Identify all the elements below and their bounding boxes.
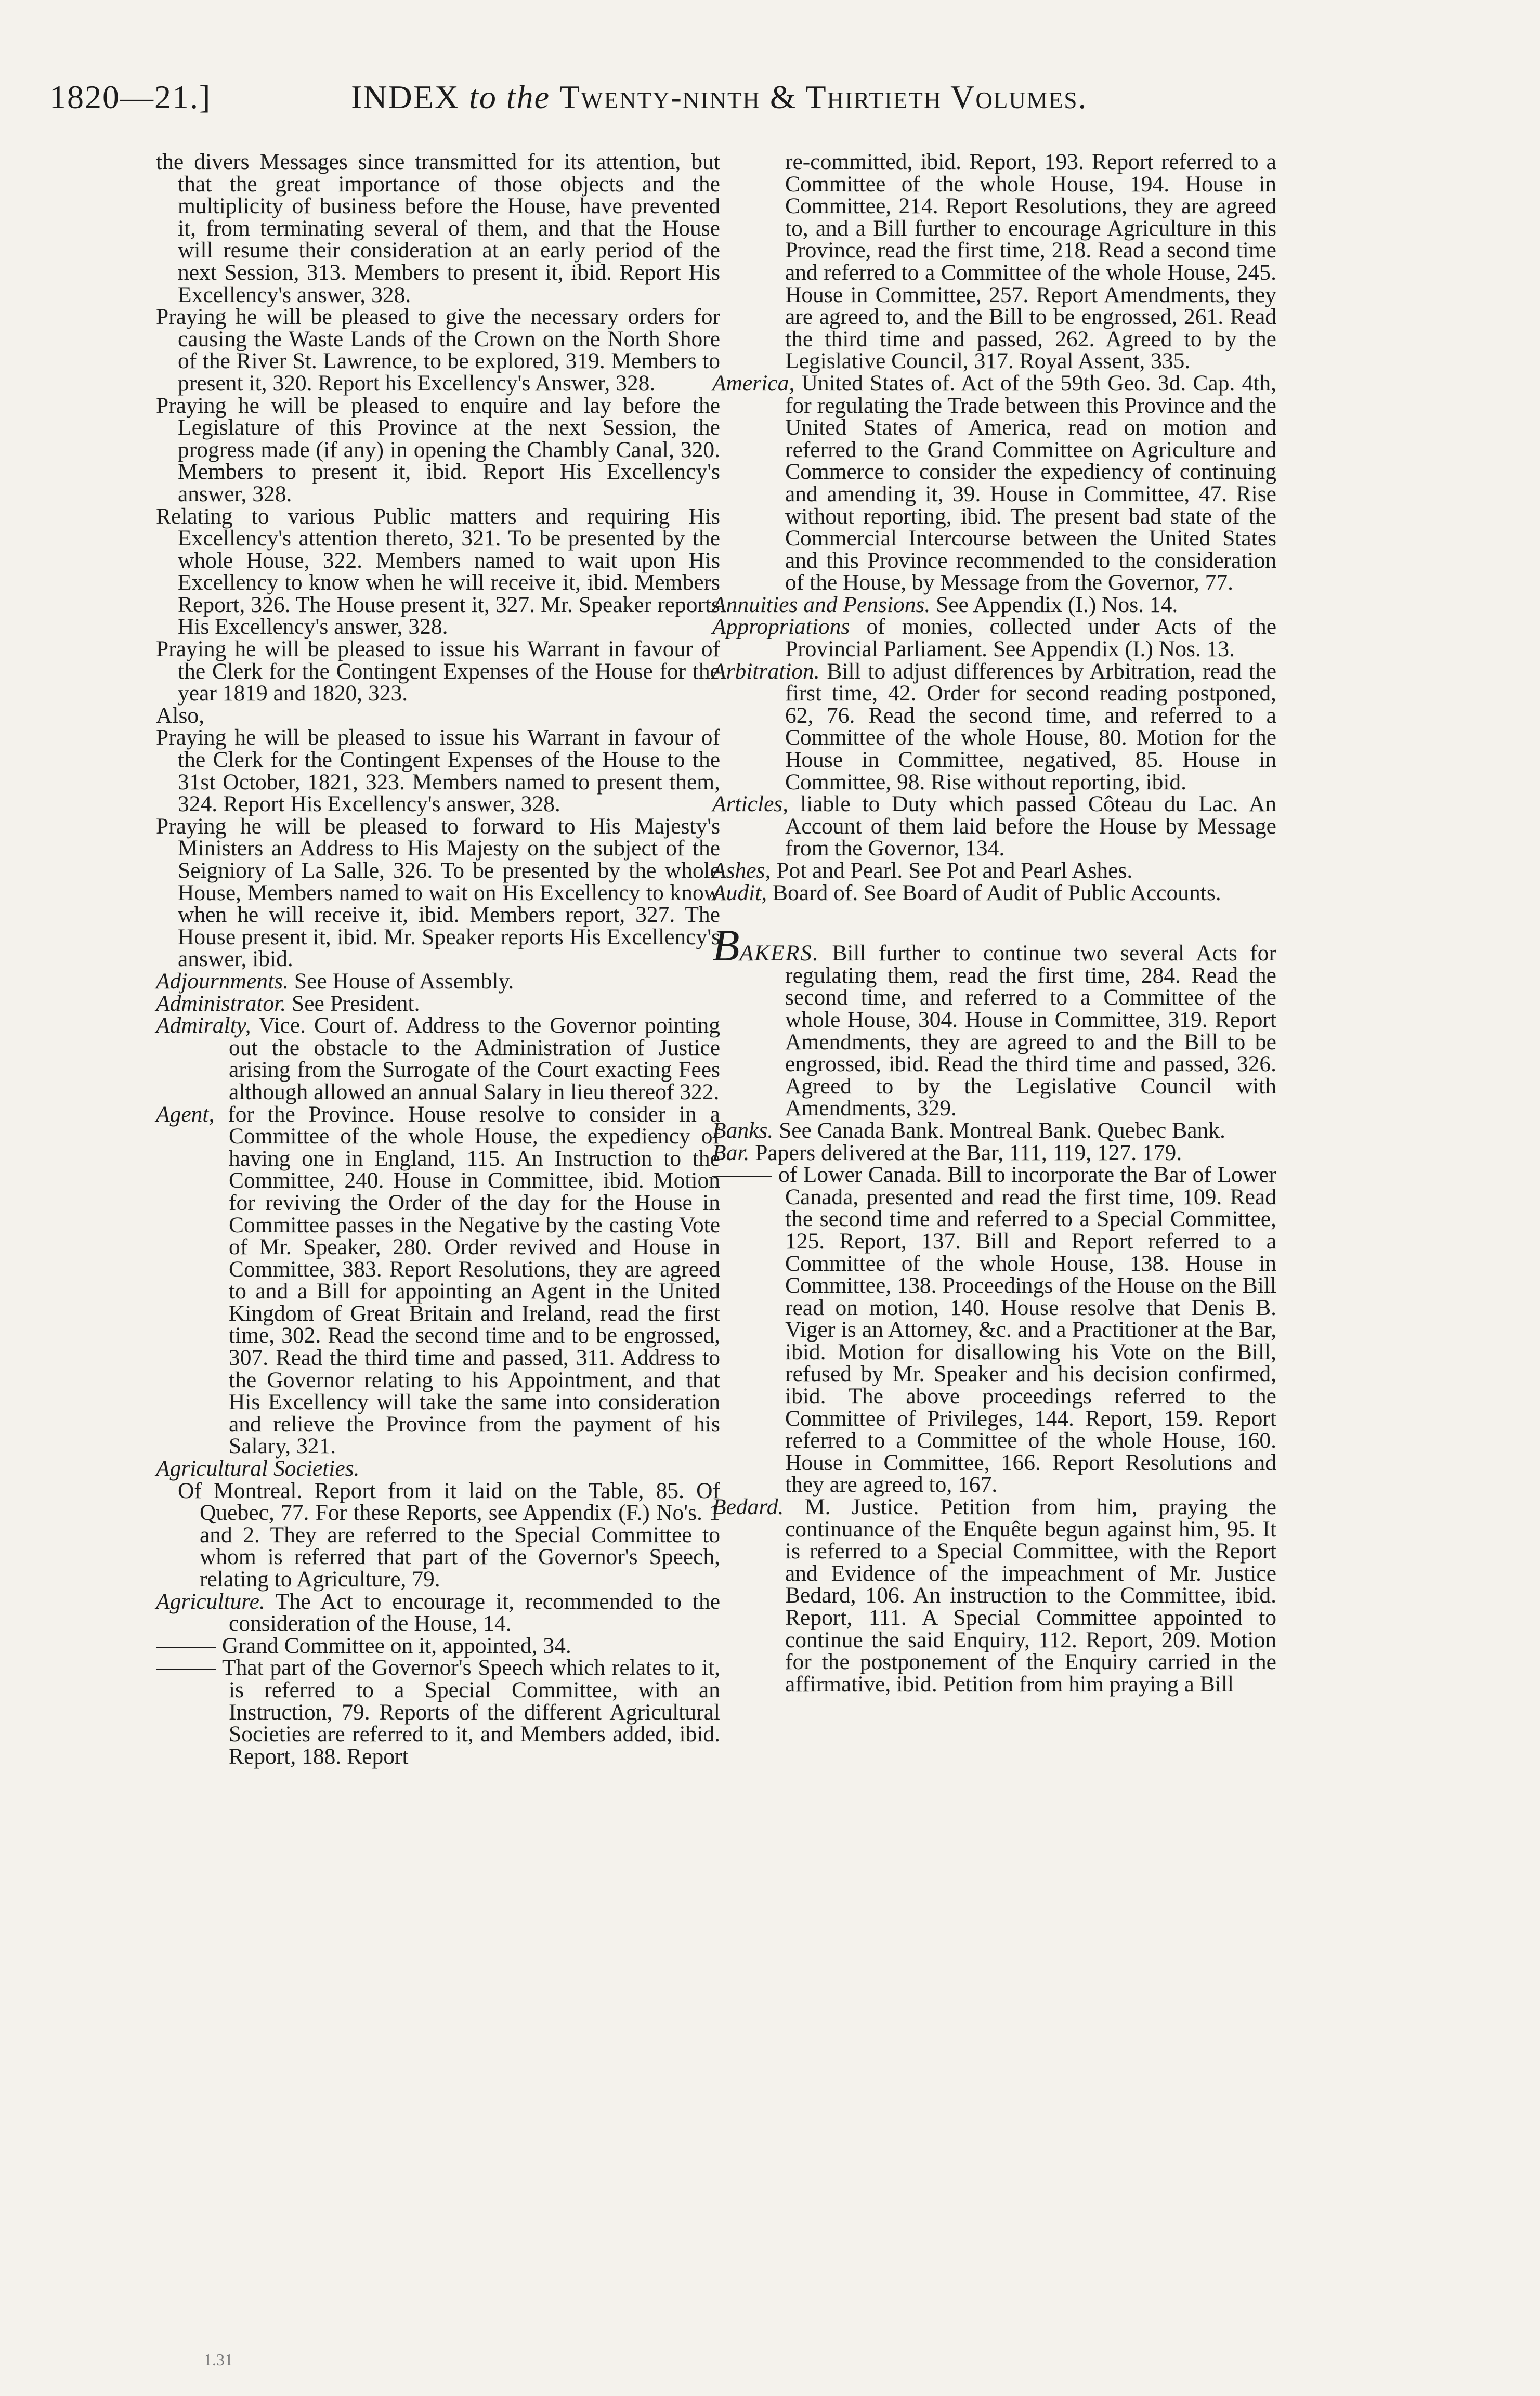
entry-text: Vice. Court of. Address to the Governor pointing out the obstacle to the Administration of Justice arising from the Surrogate of the Court exacting Fees although allowed an annual Salary in lieu thereof 322. [229, 1013, 720, 1104]
running-header [49, 78, 1453, 135]
entry-keyword: Adjournments. [156, 968, 289, 994]
entry-keyword: Ashes, [712, 858, 771, 883]
entry-keyword: Administrator. [156, 991, 286, 1016]
index-entry [712, 920, 1276, 1121]
page-footer-mark: 1.31 [204, 2350, 233, 2369]
entry-keyword: Appropriations [712, 614, 850, 640]
entry-keyword: Audit, [712, 880, 767, 905]
index-entry [156, 638, 720, 705]
entry-text: See Appendix (I.) Nos. 14. [936, 592, 1178, 617]
index-entry [712, 616, 1276, 660]
index-entry [156, 505, 720, 639]
entry-text: re-committed, ibid. Report, 193. Report referred to a Committee of the whole House, 194. House in Committee, 214. Report Resolutions, they are agreed to, and a Bill further to encourage Agriculture in this Province, read the first time, 218. Read a second time and referred to a Committee of the whole House, 245. House in Committee, 257. Report Amendments, they are agreed to, and the Bill to be engrossed, 261. Read the third time and passed, 262. Agreed to by the Legislative Council, 317. Royal Assent, 335. [785, 149, 1276, 374]
entry-text: the divers Messages since transmitted for its attention, but that the great importance of those objects and the multiplicity of business before the House, have prevented it, from terminating several of them, and that the House will resume their consideration at an early period of the next Session, 313. Members to present it, ibid. Report His Excellency's answer, 328. [156, 149, 720, 307]
entry-keyword: Arbitration. [712, 658, 820, 684]
entry-keyword: Bedard. [712, 1494, 784, 1520]
entry-text: liable to Duty which passed Côteau du Lac. An Account of them laid before the House by Message from the Governor, 134. [785, 791, 1277, 861]
entry-text: See Canada Bank. Montreal Bank. Quebec Bank. [779, 1117, 1225, 1143]
index-entry [712, 372, 1276, 594]
entry-text: of Lower Canada. Bill to incorporate the Bar of Lower Canada, presented and read the first time, 109. Read the second time and referred to a Special Committee, 125. Report, 137. Bill and Report referred to a Committee of the whole House, 138. House in Committee, 138. Proceedings of the House on the Bill read on motion, 140. House resolve that Denis B. Viger is an Attorney, &c. and a Practitioner at the Bar, ibid. Motion for disallowing his Vote on the Bill, refused by Mr. Speaker and his decision confirmed, ibid. The above proceedings referred to the Committee of Privileges, 144. Report, 159. Report referred to a Committee of the whole House, 160. House in Committee, 166. Report Resolutions and they are agreed to, 167. [778, 1162, 1276, 1498]
entry-dash-rule [156, 1669, 216, 1670]
entry-keyword: Agricultural Societies. [156, 1456, 360, 1481]
entry-text: That part of the Governor's Speech which relates to it, is referred to a Special Committee, with an Instruction, 79. Reports of the different Agricultural Societies are referred to it, and Members added, ibid. Report, 188. Report [222, 1655, 720, 1769]
index-entry [712, 1496, 1276, 1695]
index-entry [156, 1457, 720, 1480]
index-entry [712, 882, 1276, 904]
entry-text: Bill to adjust differences by Arbitration, read the first time, 42. Order for second reading postponed, 62, 76. Read the second time, and referred to a Committee of the whole House, 80. Motion for the House in Committee, negatived, 85. House in Committee, 98. Rise without reporting, ibid. [785, 658, 1277, 795]
index-entry [156, 815, 720, 970]
index-entry [712, 660, 1276, 793]
index-entry [712, 594, 1276, 616]
left-column [156, 151, 720, 1767]
index-entry [156, 395, 720, 505]
entry-keyword: Agriculture. [156, 1588, 265, 1614]
entry-text: Papers delivered at the Bar, 111, 119, 127. 179. [755, 1140, 1182, 1165]
entry-keyword: Bar. [712, 1140, 750, 1165]
index-entry [712, 860, 1276, 882]
entry-keyword: America, [712, 370, 795, 396]
index-title-volumes: Twenty-ninth & Thirtieth Volumes. [559, 79, 1088, 115]
index-entry [156, 306, 720, 394]
entry-text: Of Montreal. Report from it laid on the Table, 85. Of Quebec, 77. For these Reports, see Appendix (F.) No's. 1 and 2. They are referred to the Special Committee to whom is referred that part of the Governor's Speech, relating to Agriculture, 79. [178, 1478, 720, 1592]
entry-dash-rule [712, 1176, 772, 1177]
entry-keyword: Admiralty, [156, 1013, 251, 1038]
entry-dash-rule [156, 1647, 216, 1648]
index-title-connector: to the [469, 79, 551, 115]
entry-text: Pot and Pearl. See Pot and Pearl Ashes. [776, 858, 1133, 883]
index-entry [156, 1588, 721, 1636]
index-entry [156, 993, 720, 1015]
index-entry [712, 1142, 1276, 1164]
entry-text: Also, [156, 702, 205, 728]
index-entry [712, 1164, 1276, 1496]
index-entry [156, 1014, 720, 1103]
entry-text: See House of Assembly. [294, 968, 514, 994]
entry-text: for the Province. House resolve to consider in a Committee of the whole House, the expediency of having one in England, 115. An Instruction to the Committee, 240. House in Committee, ibid. Motion for reviving the Order of the day for the House in Committee passes in the Negative by the casting Vote of Mr. Speaker, 280. Order revived and House in Committee, 383. Report Resolutions, they are agreed to and a Bill for appointing an Agent in the United Kingdom of Great Britain and Ireland, read the first time, 302. Read the second time and to be engrossed, 307. Read the third time and passed, 311. Address to the Governor relating to his Appointment, and that His Excellency will take the same into consideration and relieve the Province from the payment of his Salary, 321. [228, 1101, 720, 1459]
index-entry [156, 1480, 720, 1591]
entry-text: Grand Committee on it, appointed, 34. [222, 1633, 571, 1658]
index-entry [712, 1119, 1276, 1142]
entry-text: of monies, collected under Acts of the Provincial Parliament. See Appendix (I.) Nos. 13. [785, 614, 1277, 662]
section-drop-cap: B [712, 920, 740, 971]
entry-text: Board of. See Board of Audit of Public Accounts. [773, 880, 1221, 905]
right-column [712, 151, 1276, 1695]
index-title [351, 78, 1087, 116]
entry-text: See President. [292, 991, 420, 1016]
entry-text: Relating to various Public matters and requiring His Excellency's attention thereto, 321. To be presented by the whole House, 322. Members named to wait upon His Excellency to know when he will receive it, ibid. Members Report, 326. The House present it, 327. Mr. Speaker reports His Excellency's answer, 328. [156, 503, 720, 640]
index-entry [156, 726, 720, 815]
entry-text: Bill further to continue two several Acts for regulating them, read the first time, 284. Read the second time, and referred to a Committee of the whole House, 304. House in Committee, 319. Report Amendments, they are agreed to and the Bill to be engrossed, ibid. Read the third time and passed, 326. Agreed to by the Legislative Council with Amendments, 329. [785, 941, 1276, 1121]
index-entry [712, 793, 1276, 860]
index-entry [712, 151, 1276, 372]
page-volume-range: 1820—21.] [49, 79, 212, 115]
entry-text: Praying he will be pleased to give the necessary orders for causing the Waste Lands of the Crown on the North Shore of the River St. Lawrence, to be explored, 319. Members to present it, 320. Report his Excellency's Answer, 328. [156, 304, 720, 396]
entry-text: Praying he will be pleased to issue his Warrant in favour of the Clerk for the Contingent Expenses of the House to the 31st October, 1821, 323. Members named to present them, 324. Report His Excellency's answer, 328. [156, 725, 720, 817]
entry-keyword: Agent, [156, 1101, 215, 1127]
entry-text: Praying he will be pleased to issue his Warrant in favour of the Clerk for the Contingent Expenses of the House for the year 1819 and 1820, 323. [156, 636, 720, 706]
entry-text: Praying he will be pleased to enquire and lay before the Legislature of this Province at the next Session, the progress made (if any) in opening the Chambly Canal, 320. Members to present it, ibid. Report His Excellency's answer, 328. [156, 393, 720, 506]
index-entry [156, 1657, 720, 1767]
entry-text: M. Justice. Petition from him, praying the continuance of the Enquête begun against him, 95. It is referred to a Special Committee, with the Report and Evidence of the impeachment of Mr. Justice Bedard, 106. An instruction to the Committee, ibid. Report, 111. A Special Committee appointed to continue the said Enquiry, 112. Report, 209. Motion for the postponement of the Enquiry carried in the affirmative, ibid. Petition from him praying a Bill [785, 1494, 1276, 1697]
index-entry [156, 151, 720, 306]
entry-keyword: Banks. [712, 1117, 774, 1143]
entry-text: The Act to encourage it, recommended to the consideration of the House, 14. [229, 1588, 721, 1636]
index-entry [156, 1103, 720, 1458]
index-entry [156, 702, 720, 728]
entry-text: Praying he will be pleased to forward to His Majesty's Ministers an Address to His Majesty on the subject of the Seigniory of La Salle, 326. To be presented by the whole House, Members named to wait on His Excellency to know when he will receive it, ibid. Members report, 327. The House present it, ibid. Mr. Speaker reports His Excellency's answer, ibid. [156, 813, 720, 972]
section-cap-word: AKERS. [739, 941, 819, 966]
index-title-main: INDEX [351, 79, 460, 115]
entry-text: United States of. Act of the 59th Geo. 3d. Cap. 4th, for regulating the Trade between this Province and the United States of America, read on motion and referred to the Grand Committee on Agriculture and Commerce to consider the expediency of continuing and amending it, 39. House in Committee, 47. Rise without reporting, ibid. The present bad state of the Commercial Intercourse between the United States and this Province recommended to the consideration of the House, by Message from the Governor, 77. [785, 370, 1277, 595]
index-entry [156, 1635, 720, 1657]
entry-keyword: Annuities and Pensions. [712, 592, 931, 617]
entry-keyword: Articles, [712, 791, 789, 817]
index-entry [156, 970, 720, 993]
